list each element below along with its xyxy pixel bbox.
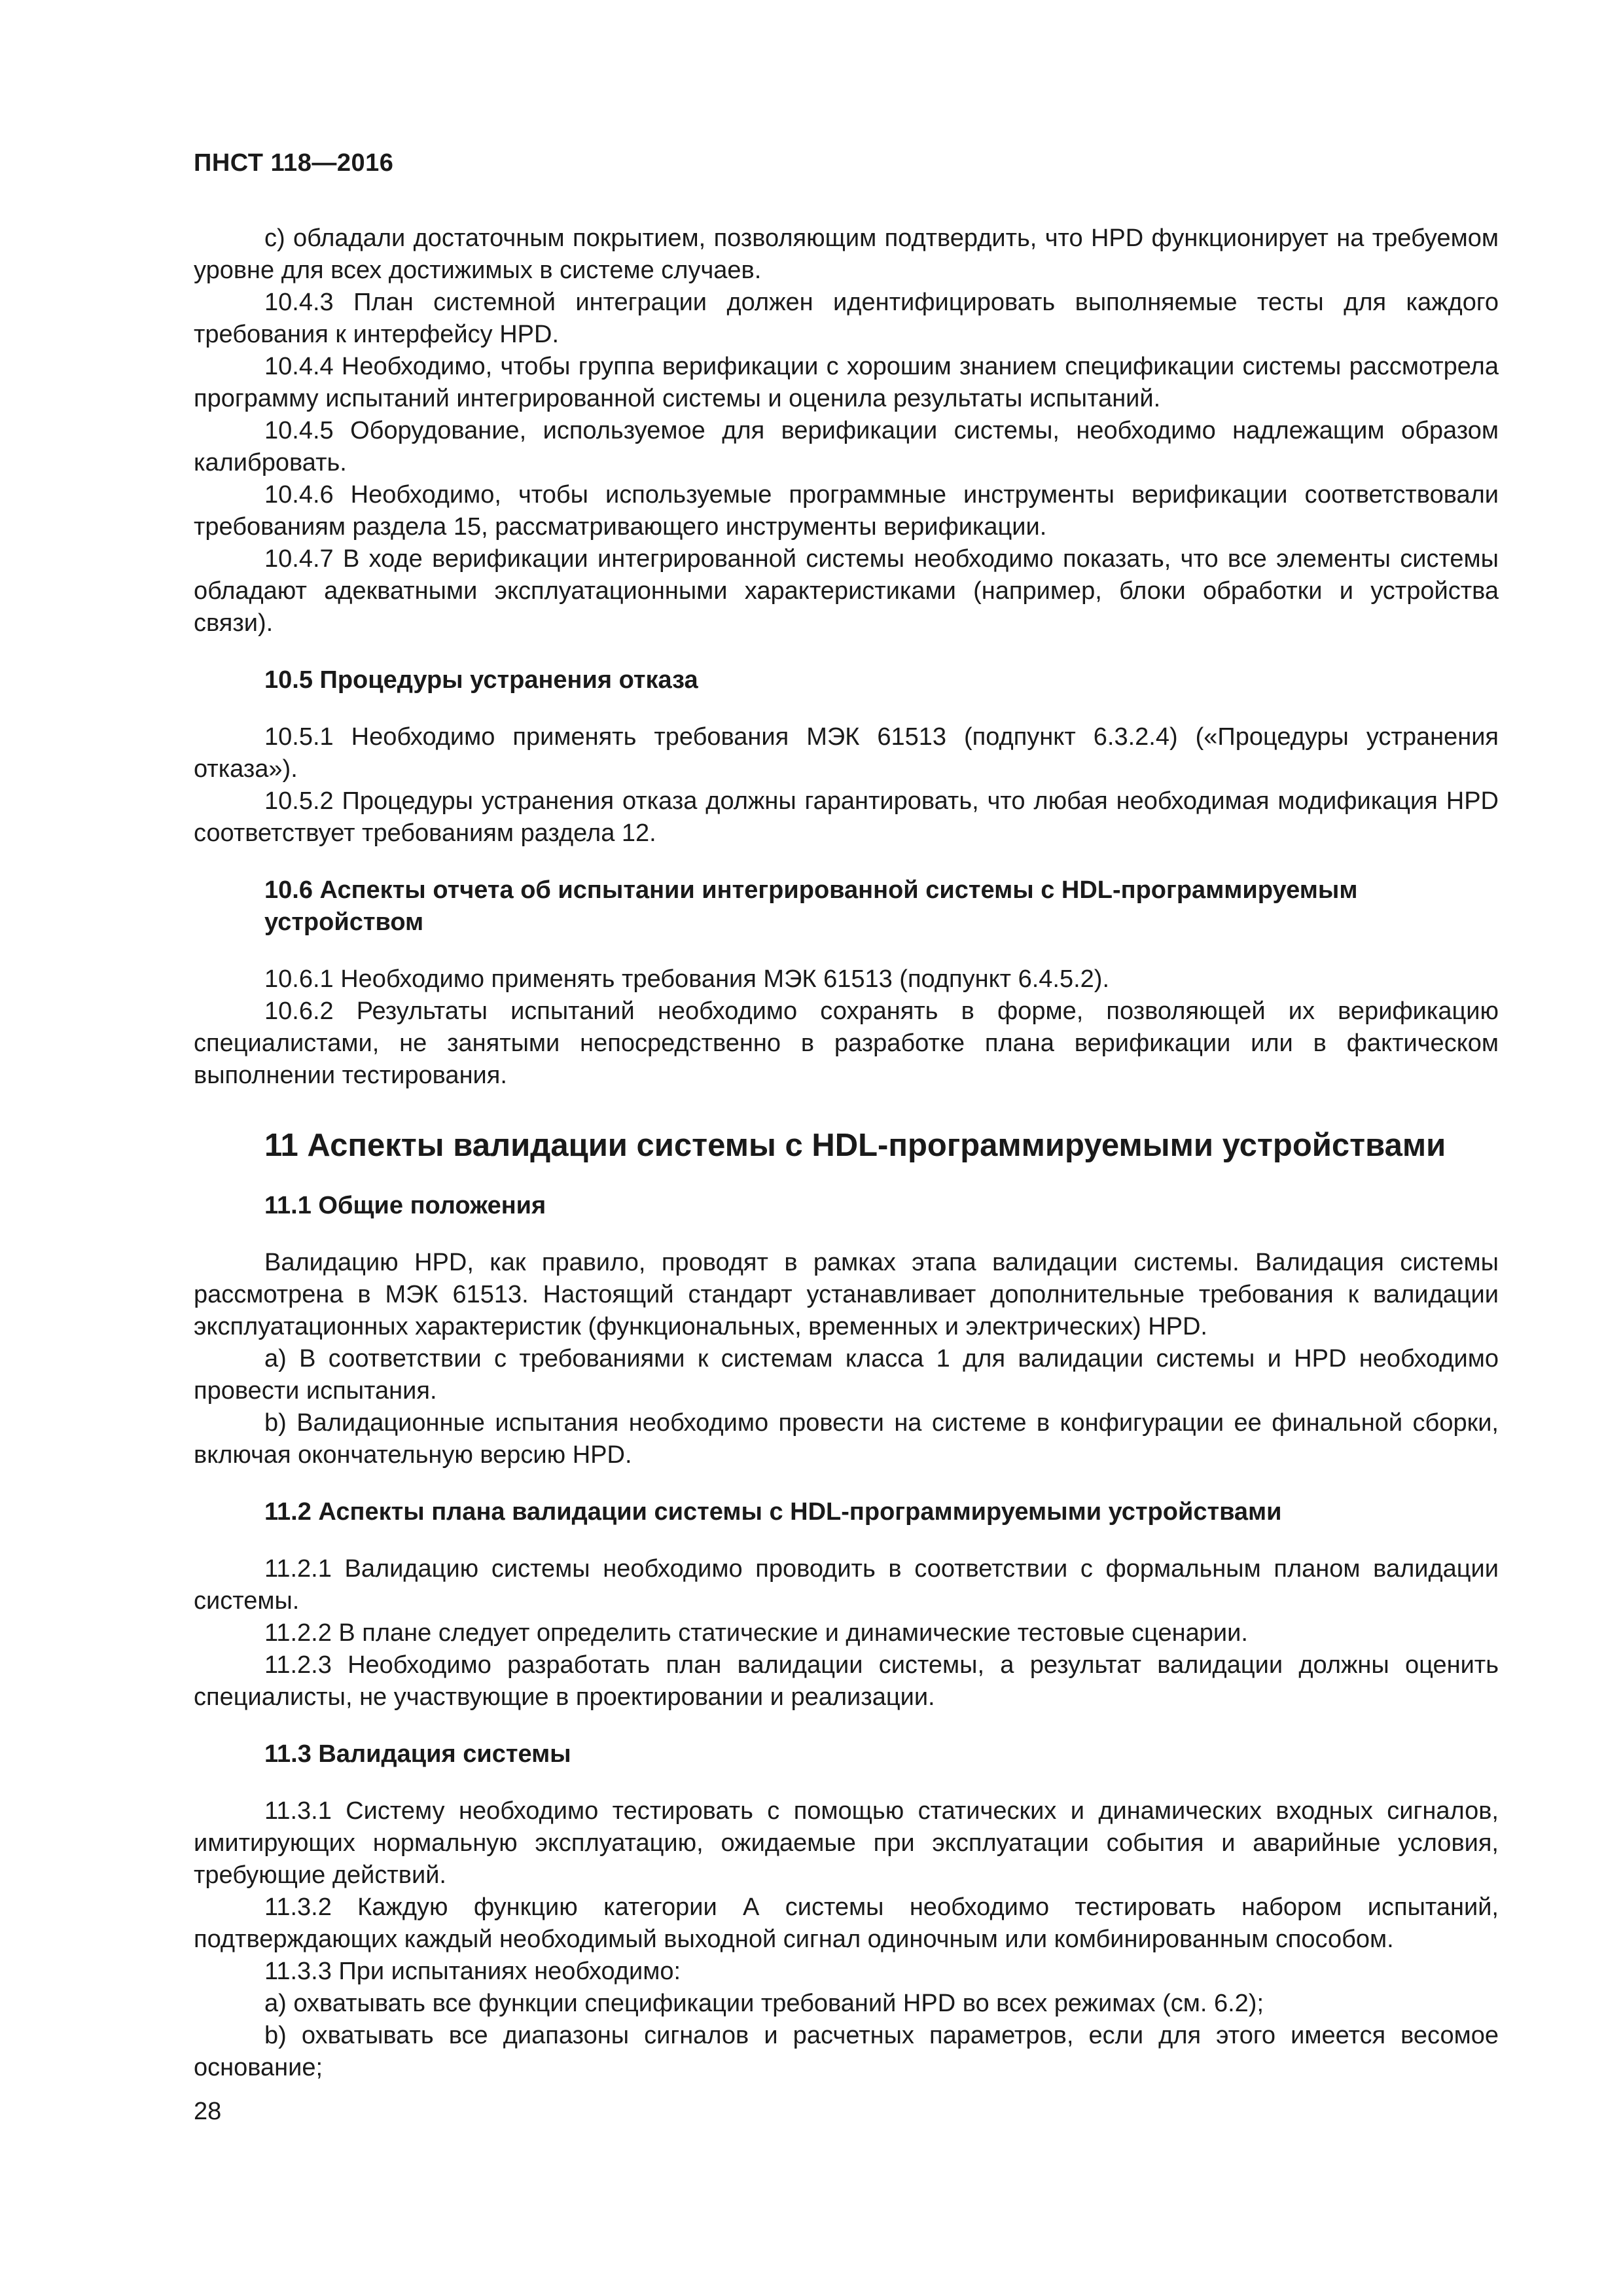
paragraph: 10.5.1 Необходимо применять требования МЭК 61513 (подпункт 6.3.2.4) («Процедуры устранения отказа»). <box>194 723 1499 783</box>
section-heading: 11 Аспекты валидации системы с HDL-программируемыми устройствами <box>264 1128 1446 1163</box>
paragraph: 11.2.3 Необходимо разработать план валидации системы, а результат валидации должны оценить специалисты, не участвующие в проектировании и реализации. <box>194 1651 1499 1711</box>
subsection-heading: 10.5 Процедуры устранения отказа <box>264 666 698 694</box>
paragraph: c) обладали достаточным покрытием, позволяющим подтвердить, что HPD функционирует на требуемом уровне для всех достижимых в системе случаев. <box>194 224 1499 284</box>
paragraph: 11.3.1 Систему необходимо тестировать с помощью статических и динамических входных сигналов, имитирующих нормальную эксплуатацию, ожидаемые при эксплуатации события и аварийные условия, требующие действий. <box>194 1797 1499 1889</box>
paragraph: b) Валидационные испытания необходимо провести на системе в конфигурации ее финальной сборки, включая окончательную версию HPD. <box>194 1409 1499 1469</box>
paragraph: 10.6.2 Результаты испытаний необходимо сохранять в форме, позволяющей их верификацию специалистами, не занятыми непосредственно в разработке плана верификации или в фактическом выполнении тестирования. <box>194 997 1499 1089</box>
paragraph: 11.2.2 В плане следует определить статические и динамические тестовые сценарии. <box>264 1619 1248 1647</box>
paragraph: 10.4.4 Необходимо, чтобы группа верификации с хорошим знанием спецификации системы рассмотрела программу испытаний интегрированной системы и оценила результаты испытаний. <box>194 353 1499 412</box>
page-number: 28 <box>194 2098 222 2125</box>
paragraph: 11.3.3 При испытаниях необходимо: <box>264 1958 681 1985</box>
paragraph: 11.2.1 Валидацию системы необходимо проводить в соответствии с формальным планом валидации системы. <box>194 1555 1499 1615</box>
paragraph: 11.3.2 Каждую функцию категории А системы необходимо тестировать набором испытаний, подтверждающих каждый необходимый выходной сигнал одиночным или комбинированным способом. <box>194 1893 1499 1953</box>
paragraph: 10.4.6 Необходимо, чтобы используемые программные инструменты верификации соответствовали требованиям раздела 15, рассматривающего инструменты верификации. <box>194 481 1499 541</box>
paragraph: 10.6.1 Необходимо применять требования МЭК 61513 (подпункт 6.4.5.2). <box>264 965 1109 993</box>
subsection-heading: 11.2 Аспекты плана валидации системы с HDL-программируемыми устройствами <box>264 1498 1282 1526</box>
paragraph: b) охватывать все диапазоны сигналов и расчетных параметров, если для этого имеется весомое основание; <box>194 2022 1499 2081</box>
subsection-heading: 11.1 Общие положения <box>264 1192 546 1219</box>
paragraph: a) В соответствии с требованиями к системам класса 1 для валидации системы и HPD необходимо провести испытания. <box>194 1345 1499 1405</box>
document-body <box>194 223 1499 2084</box>
paragraph: 10.5.2 Процедуры устранения отказа должны гарантировать, что любая необходимая модификация HPD соответствует требованиям раздела 12. <box>194 787 1499 847</box>
subsection-heading: 10.6 Аспекты отчета об испытании интегрированной системы с HDL-программируемым устройством <box>264 876 1358 936</box>
paragraph: 10.4.7 В ходе верификации интегрированной системы необходимо показать, что все элементы системы обладают адекватными эксплуатационными характеристиками (например, блоки обработки и устройства связи). <box>194 545 1499 637</box>
paragraph: Валидацию HPD, как правило, проводят в рамках этапа валидации системы. Валидация системы рассмотрена в МЭК 61513. Настоящий стандарт устанавливает дополнительные требования к валидации эксплуатационных характеристик (функциональных, временных и электрических) HPD. <box>194 1249 1499 1340</box>
paragraph: a) охватывать все функции спецификации требований HPD во всех режимах (см. 6.2); <box>264 1990 1264 2017</box>
paragraph: 10.4.5 Оборудование, используемое для верификации системы, необходимо надлежащим образом калибровать. <box>194 417 1499 476</box>
document-header: ПНСТ 118—2016 <box>194 149 394 177</box>
subsection-heading: 11.3 Валидация системы <box>264 1740 571 1768</box>
paragraph: 10.4.3 План системной интеграции должен идентифицировать выполняемые тесты для каждого требования к интерфейсу HPD. <box>194 289 1499 348</box>
